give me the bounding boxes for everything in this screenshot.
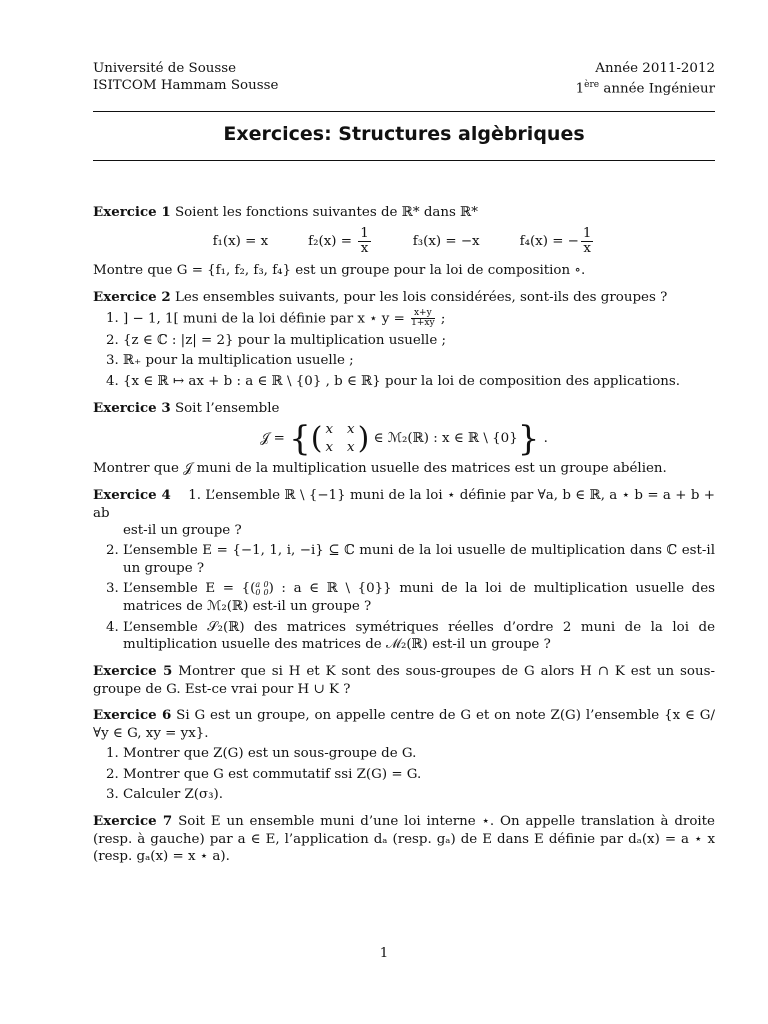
exercise-intro: Soit l’ensemble (174, 400, 280, 416)
f4-definition (520, 227, 596, 256)
header (93, 60, 715, 97)
matrix-cell: x (347, 422, 355, 438)
list-item: 1. Montrer que Z(G) est un sous-groupe de G. (123, 745, 715, 763)
exercise-1 (93, 204, 715, 281)
exercise-label: Exercice 2 (93, 289, 171, 306)
exercise-intro: Les ensembles suivants, pour les lois considérées, sont-ils des groupes ? (174, 290, 668, 306)
exercise-label: Exercice 3 (93, 399, 171, 416)
exercise-label: Exercice 6 (93, 707, 172, 724)
class-level (576, 77, 715, 97)
exercise-intro: Soient les fonctions suivantes de ℝ* dans ℝ* (174, 204, 478, 220)
fraction (358, 227, 371, 256)
exercise-list (93, 309, 715, 391)
f1-definition: f₁(x) = x (212, 233, 269, 249)
header-right (576, 60, 715, 97)
matrix-cell: x (325, 439, 334, 455)
function-definitions (93, 227, 715, 256)
right-paren: ) (357, 420, 370, 456)
page-number: 1 (379, 946, 389, 961)
f2-definition (308, 227, 373, 256)
academic-year: Année 2011-2012 (595, 61, 715, 76)
exercise-conclusion: Montre que G = {f₁, f₂, f₃, f₄} est un groupe pour la loi de composition ∘. (93, 263, 586, 279)
matrix-cell: 0 (255, 587, 261, 597)
list-item: 2. {z ∈ ℂ : |z| = 2} pour la multiplication usuelle ; (123, 332, 715, 350)
list-item: 2. L’ensemble E = {−1, 1, i, −i} ⊆ ℂ muni de la loi usuelle de multiplication dans ℂ est-il un groupe ? (123, 542, 715, 577)
item-text: ) : a ∈ ℝ \ {0}} muni de la loi de multiplication usuelle des matrices de ℳ₂(ℝ) est-il un groupe ? (123, 581, 715, 615)
fraction (411, 309, 434, 329)
level-suffix: ère (584, 80, 600, 90)
fraction-denominator: x (360, 241, 369, 257)
title-block (93, 111, 715, 160)
document-page (93, 60, 715, 866)
exercise-text: Montrer que si H et K sont des sous-groupes de G alors H ∩ K est un sous-groupe de G. Est-ce vrai pour H ∪ K ? (93, 664, 715, 697)
exercise-conclusion: Montrer que 𝒥 muni de la multiplication usuelle des matrices est un groupe abélien. (93, 461, 667, 477)
item-text: ] − 1, 1[ muni de la loi définie par x ⋆ y = (123, 311, 405, 327)
fraction-numerator: 1 (582, 226, 592, 242)
right-brace: } (517, 418, 540, 459)
list-item: 4. L’ensemble 𝒮₂(ℝ) des matrices symétriques réelles d’ordre 2 muni de la loi de multiplication usuelle des matrices de ℳ₂(ℝ) est-il un groupe ? (123, 619, 715, 654)
exercise-7 (93, 813, 715, 866)
f2-lhs: f₂(x) = (308, 234, 352, 250)
matrix-cell: a (255, 579, 261, 589)
exercise-4 (93, 487, 715, 654)
set-definition (93, 418, 715, 459)
exercise-list (93, 745, 715, 804)
item-text: L’ensemble E = {( (123, 581, 256, 597)
exercise-5 (93, 663, 715, 698)
header-left (93, 60, 278, 97)
exercise-label: Exercice 7 (93, 812, 173, 829)
matrix-cells (322, 421, 357, 456)
list-item: 2. Montrer que G est commutatif ssi Z(G) = G. (123, 766, 715, 784)
list-item: 3. Calculer Z(σ₃). (123, 786, 715, 804)
list-item: 3. ℝ₊ pour la multiplication usuelle ; (123, 352, 715, 370)
list-item (123, 309, 715, 329)
fraction-denominator: 1+xy (411, 318, 435, 329)
matrix-cell: 0 (263, 587, 269, 597)
fraction-numerator: x+y (411, 309, 434, 319)
list-item: 4. {x ∈ ℝ ↦ ax + b : a ∈ ℝ \ {0} , b ∈ ℝ} pour la loi de composition des applications. (123, 373, 715, 391)
exercise-label: Exercice 5 (93, 663, 173, 680)
fraction-numerator: 1 (360, 226, 369, 242)
matrix-cell: x (347, 439, 355, 455)
f3-definition: f₃(x) = −x (412, 233, 480, 249)
set-end: . (543, 431, 548, 447)
item-end: ; (440, 311, 446, 327)
exercise-label: Exercice 1 (93, 203, 171, 220)
set-lhs: 𝒥 = (260, 431, 285, 447)
f4-lhs: f₄(x) = − (519, 234, 579, 250)
exercise-2 (93, 289, 715, 391)
item-continuation: est-il un groupe ? (123, 523, 242, 539)
item-text: 1. L’ensemble ℝ \ {−1} muni de la loi ⋆ définie par ∀a, b ∈ ℝ, a ⋆ b = a + b + ab (93, 487, 715, 521)
set-condition: ∈ ℳ₂(ℝ) : x ∈ ℝ \ {0} (373, 430, 518, 446)
exercise-3 (93, 400, 715, 478)
left-brace: { (289, 418, 311, 459)
matrix-cell: x (325, 422, 334, 438)
exercise-6 (93, 707, 715, 803)
level-number: 1 (575, 81, 585, 97)
institute-name: ISITCOM Hammam Sousse (93, 78, 279, 93)
level-text: année Ingénieur (599, 81, 715, 97)
university-name: Université de Sousse (93, 61, 237, 76)
list-item (123, 580, 715, 615)
left-paren: ( (310, 420, 323, 456)
fraction (581, 227, 594, 256)
matrix-cell: 0 (263, 579, 269, 589)
exercise-text: Soit E un ensemble muni d’une loi interne ⋆. On appelle translation à droite (resp. à gauche) par a ∈ E, l’application dₐ (resp. gₐ) de E dans E définie par dₐ(x) = a ⋆ x (resp. gₐ(x) = x ⋆ a). (93, 813, 715, 865)
page-title: Exercices: Structures algèbriques (223, 123, 585, 146)
exercise-label: Exercice 4 (93, 486, 171, 503)
exercise-list (93, 542, 715, 654)
exercise-intro: Si G est un groupe, on appelle centre de G et on note Z(G) l’ensemble {x ∈ G/∀y ∈ G, xy = yx}. (93, 708, 715, 742)
mini-matrix (255, 581, 268, 597)
fraction-denominator: x (583, 241, 591, 257)
matrix-set (289, 418, 540, 459)
